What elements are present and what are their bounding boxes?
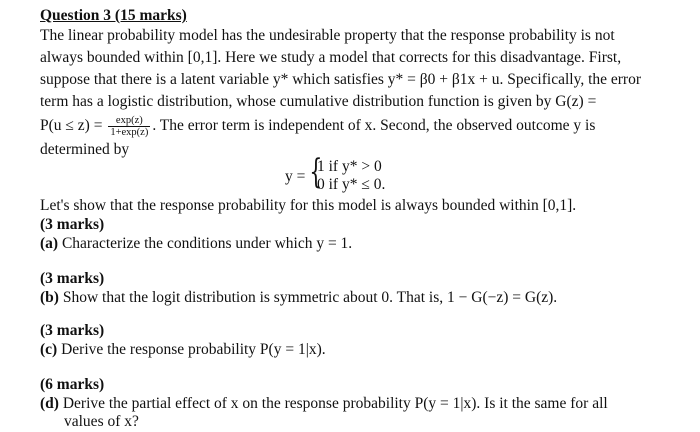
intro-line-2: always bounded within [0,1]. Here we study a model that corrects for this disadvantage. First, [40, 49, 622, 66]
question-title: Question 3 (15 marks) [40, 7, 187, 24]
part-d-text: Derive the partial effect of x on the response probability P(y = 1|x). Is it the same for all [62, 395, 608, 412]
part-d [40, 394, 652, 414]
part-b-marks: (3 marks) [40, 270, 105, 287]
part-c [40, 340, 652, 360]
equation-case-1: 1 if y* > 0 [317, 158, 382, 175]
fraction-numerator: exp(z) [108, 115, 150, 127]
part-d-text-continued: values of x? [64, 413, 139, 430]
part-d-label: (d) [40, 395, 59, 412]
intro-line-3b: y* which satisfies y* = β0 + β1x + u. Specifically, the error [272, 71, 641, 88]
fraction-denominator: 1+exp(z) [110, 126, 149, 138]
part-c-text: Derive the response probability P(y = 1|x). [61, 341, 326, 358]
equation-case-2: 0 if y* ≤ 0. [317, 176, 386, 193]
part-a [40, 234, 652, 254]
part-b [40, 288, 652, 308]
part-b-text: Show that the logit distribution is symmetric about 0. That is, 1 − G(−z) = G(z). [62, 289, 558, 306]
cdf-fraction [108, 115, 150, 138]
intro-line-1: The linear probability model has the undesirable property that the response probability is not [40, 27, 615, 44]
part-d-marks: (6 marks) [40, 376, 105, 393]
equation-lhs: y = [285, 168, 306, 185]
part-a-text: Characterize the conditions under which y = 1. [61, 235, 353, 252]
part-c-marks: (3 marks) [40, 322, 105, 339]
intro-line-5 [40, 113, 648, 139]
part-c-label: (c) [40, 341, 58, 358]
intro-line-3 [40, 69, 648, 91]
bounded-statement: Let's show that the response probability for this model is always bounded within [0,1]. [40, 197, 577, 214]
part-a-label: (a) [40, 235, 59, 252]
intro-line-5a: P(u ≤ z) = [40, 117, 103, 134]
intro-paragraph [40, 25, 648, 161]
left-brace: { [309, 152, 323, 192]
intro-line-5b: . The error term is independent of x. Second, the observed outcome y is [152, 117, 596, 134]
part-b-label: (b) [40, 289, 59, 306]
part-a-marks: (3 marks) [40, 216, 105, 233]
intro-line-6: determined by [40, 141, 130, 158]
intro-line-4: term has a logistic distribution, whose cumulative distribution function is given by G(z) = [40, 93, 597, 110]
intro-line-3a: suppose that there is a latent variable [40, 71, 273, 88]
